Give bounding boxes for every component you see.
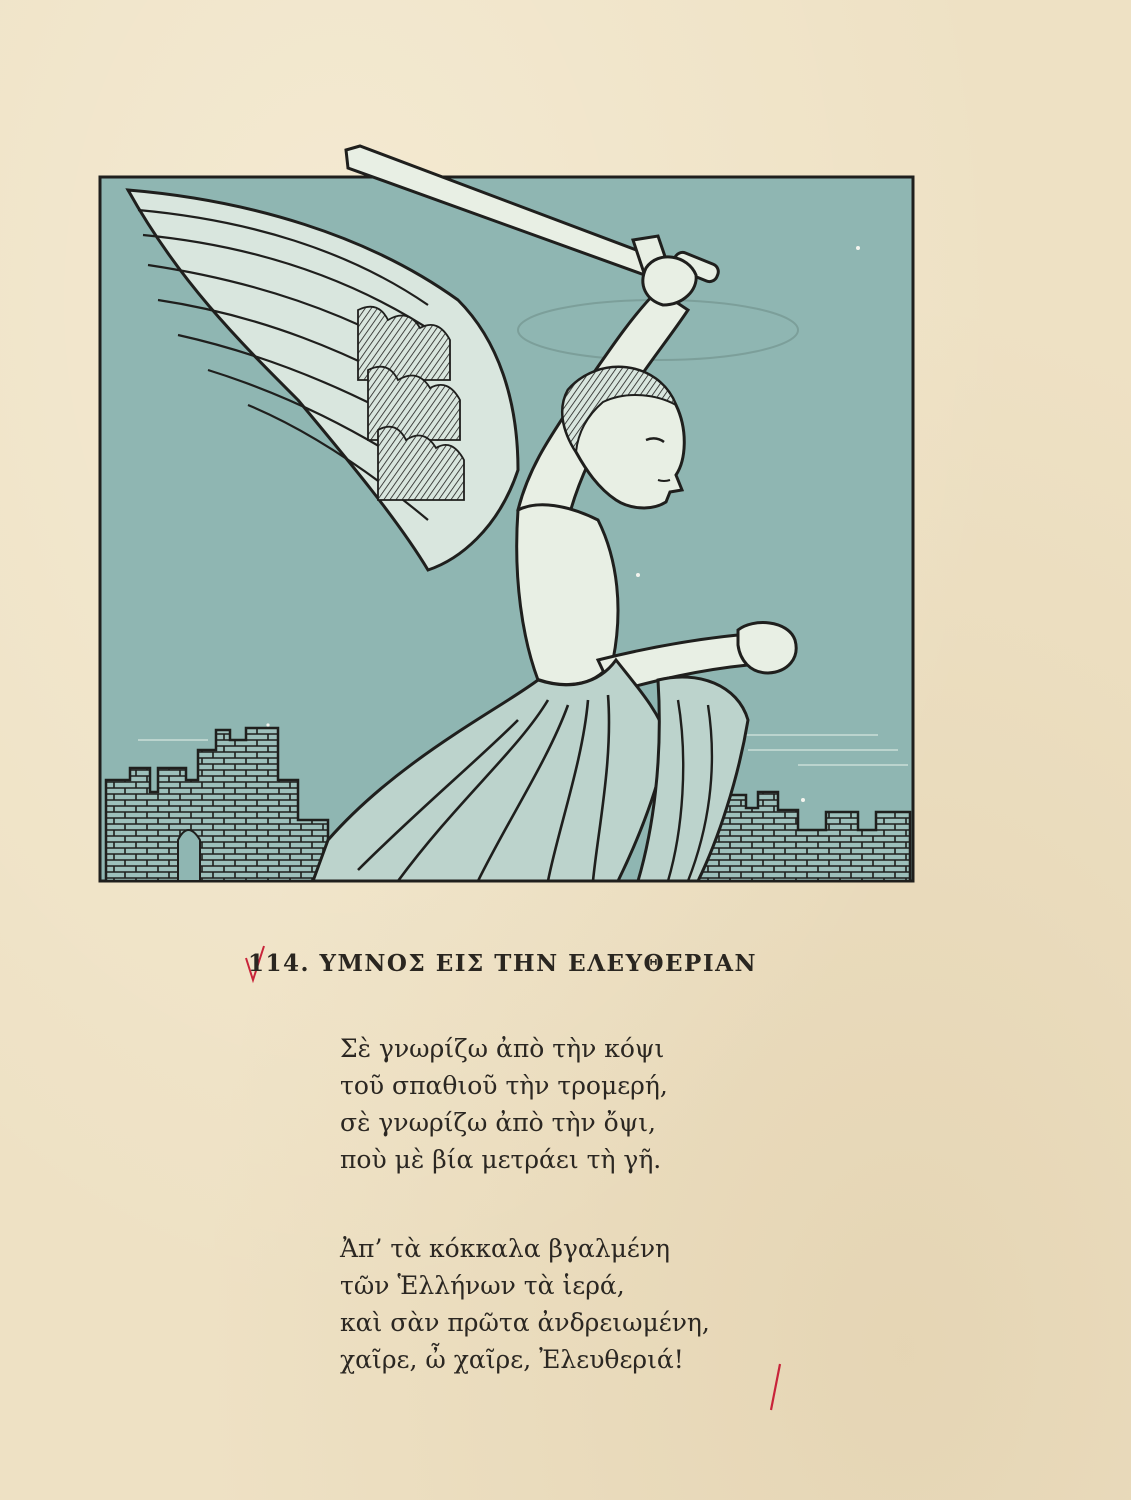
poem-line: Ἀπ’ τὰ κόκκαλα βγαλμένη: [340, 1234, 671, 1263]
poem-line: ποὺ μὲ βία μετράει τὴ γῆ.: [340, 1145, 662, 1174]
poem-line: Σὲ γνωρίζω ἀπὸ τὴν κόψι: [340, 1034, 665, 1063]
stanza-1: [340, 1030, 800, 1178]
poem-line: χαῖρε, ὦ χαῖρε, Ἐλευθεριά!: [340, 1345, 684, 1374]
poem-line: τοῦ σπαθιοῦ τὴν τρομερή,: [340, 1071, 668, 1100]
poem-title: 114. ΥΜΝΟΣ ΕΙΣ ΤΗΝ ΕΛΕΥΘΕΡΙΑΝ: [248, 950, 757, 977]
winged-victory-illustration: [98, 140, 916, 885]
poem-line: σὲ γνωρίζω ἀπὸ τὴν ὄψι,: [340, 1108, 657, 1137]
winged-victory-with-sword-icon: [98, 140, 916, 885]
red-pencil-mark-icon: [768, 1362, 782, 1412]
poem-line: τῶν Ἑλλήνων τὰ ἱερά,: [340, 1271, 625, 1300]
poem-line: καὶ σὰν πρῶτα ἀνδρειωμένη,: [340, 1308, 710, 1337]
stanza-2: [340, 1230, 800, 1378]
poem-body: [340, 1030, 800, 1430]
